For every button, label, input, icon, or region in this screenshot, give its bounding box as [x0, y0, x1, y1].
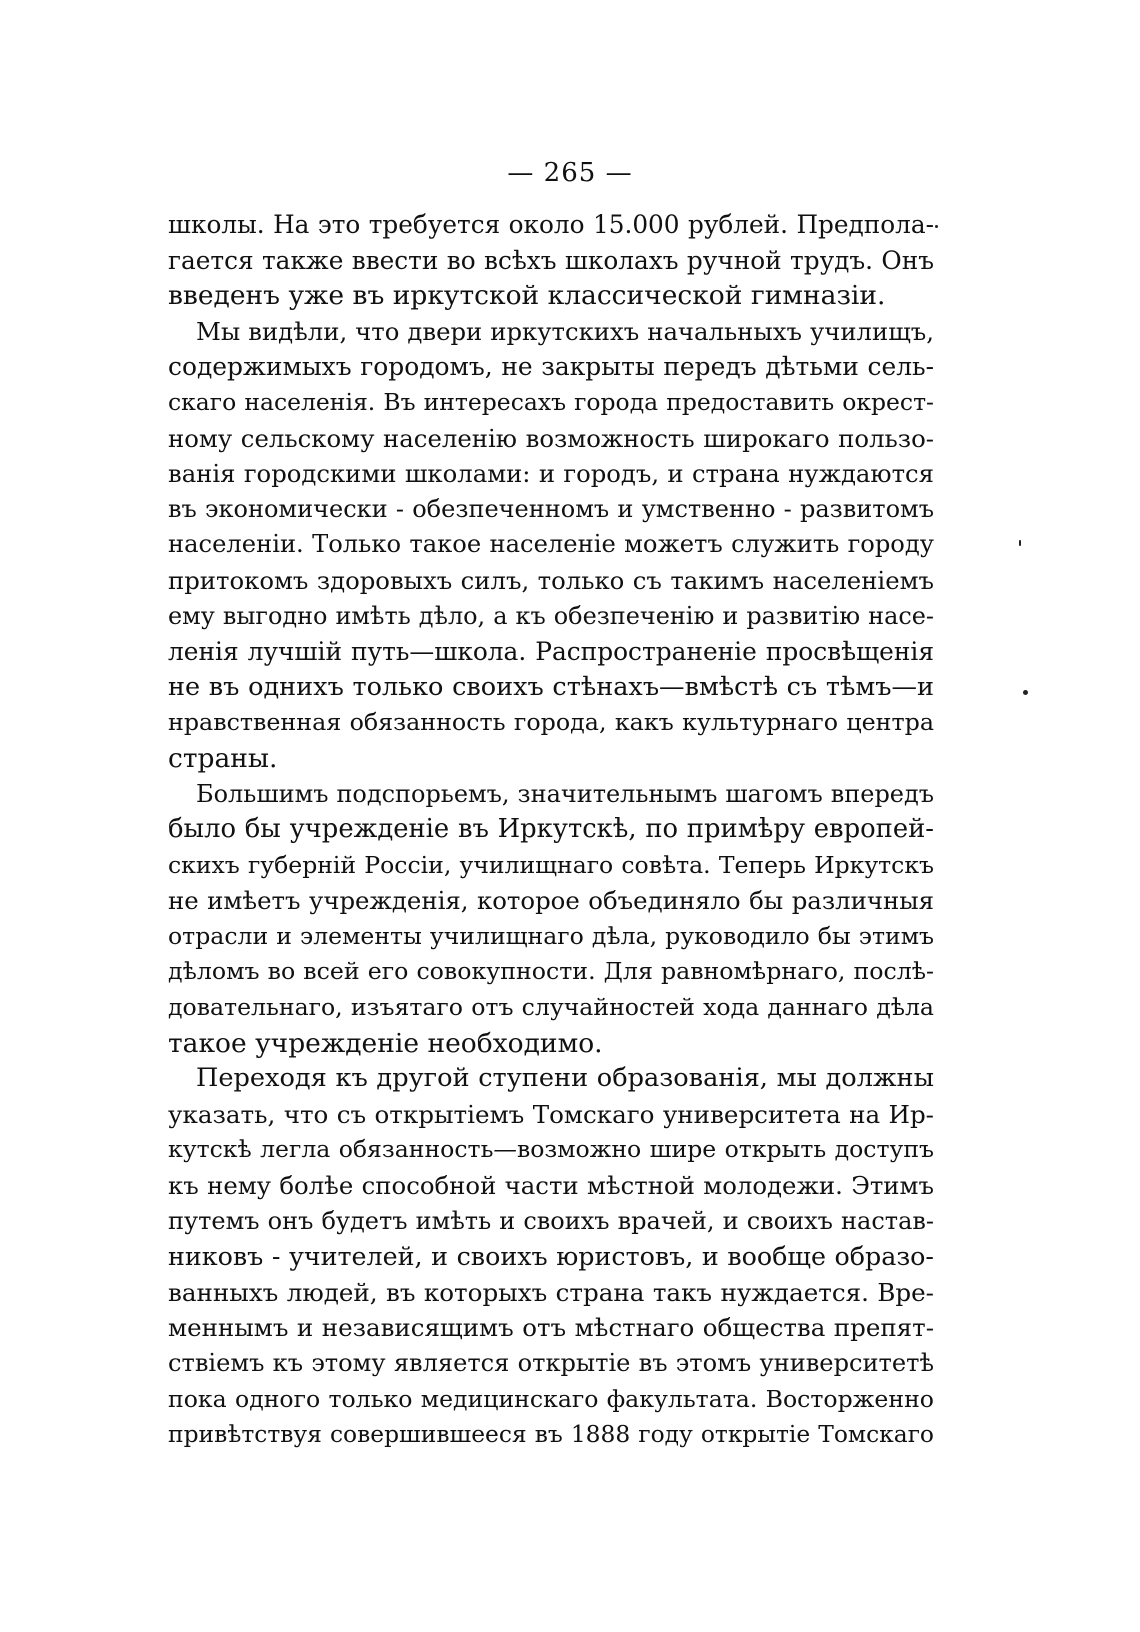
scan-speck — [1019, 540, 1021, 546]
text-line: въ экономически - обезпеченномъ и умственно - развитомъ — [168, 494, 934, 523]
text-line: Большимъ подспорьемъ, значительнымъ шагомъ впередъ — [196, 779, 934, 808]
paragraph — [168, 777, 934, 1062]
text-line: привѣтствуя совершившееся въ 1888 году открытіе Томскаго — [168, 1420, 934, 1449]
text-line: меннымъ и независящимъ отъ мѣстнаго общества препят- — [168, 1313, 934, 1343]
scan-speck — [935, 225, 938, 228]
body-text — [168, 207, 934, 1453]
text-line: нравственная обязанность города, какъ культурнаго центра — [168, 708, 934, 737]
text-line: никовъ - учителей, и своихъ юристовъ, и вообще образо- — [168, 1241, 934, 1272]
paragraph — [168, 314, 934, 777]
text-line: Мы видѣли, что двери иркутскихъ начальныхъ училищъ, — [196, 316, 934, 346]
text-line: ствіемъ къ этому является открытіе въ этомъ университетѣ — [168, 1349, 934, 1377]
text-line: населеніи. Только такое населеніе можетъ служить городу — [168, 530, 934, 559]
text-line: довательнаго, изъятаго отъ случайностей хода даннаго дѣла — [168, 993, 934, 1022]
text-line: такое учрежденіе необходимо. — [168, 1027, 603, 1059]
text-line: ванныхъ людей, въ которыхъ страна такъ нуждается. Вре- — [168, 1277, 934, 1307]
text-line: къ нему болѣе способной части мѣстной молодежи. Этимъ — [168, 1171, 934, 1201]
text-line: содержимыхъ городомъ, не закрыты передъ дѣтьми сель- — [168, 352, 934, 382]
page-number: — 265 — — [507, 158, 633, 188]
text-line: ленія лучшій путь—школа. Распространеніе просвѣщенія — [168, 637, 934, 667]
paragraph — [168, 207, 934, 314]
text-line: дѣломъ во всей его совокупности. Для равномѣрнаго, послѣ- — [168, 957, 934, 986]
text-line: было бы учрежденіе въ Иркутскѣ, по примѣру европей- — [168, 814, 934, 845]
text-line: путемъ онъ будетъ имѣть и своихъ врачей, и своихъ настав- — [168, 1206, 934, 1235]
text-line: ному сельскому населенію возможность широкаго пользо- — [168, 423, 934, 453]
text-line: ванія городскими школами: и городъ, и страна нуждаются — [168, 459, 934, 489]
text-line: скихъ губерній Россіи, училищнаго совѣта. Теперь Иркутскъ — [168, 850, 934, 879]
paragraph — [168, 1061, 934, 1453]
text-line: не въ однихъ только своихъ стѣнахъ—вмѣстѣ съ тѣмъ—и — [168, 671, 934, 702]
text-line: страны. — [168, 742, 278, 774]
text-line: скаго населенія. Въ интересахъ города предоставить окрест- — [168, 387, 934, 416]
text-line: школы. На это требуется около 15.000 рублей. Предпола- — [168, 210, 934, 239]
text-line: не имѣетъ учрежденія, которое объединяло бы различныя — [168, 886, 934, 916]
text-line: кутскѣ легла обязанность—возможно шире открыть доступъ — [168, 1135, 934, 1164]
text-line: Переходя къ другой ступени образованія, мы должны — [196, 1063, 934, 1094]
text-line: отрасли и элементы училищнаго дѣла, руководило бы этимъ — [168, 921, 934, 950]
text-line: введенъ уже въ иркутской классической гимназіи. — [168, 280, 886, 312]
text-line: ему выгодно имѣть дѣло, а къ обезпеченію и развитію насе- — [168, 601, 934, 630]
text-line: пока одного только медицинскаго факультата. Восторженно — [168, 1384, 934, 1413]
text-line: притокомъ здоровыхъ силъ, только съ такимъ населеніемъ — [168, 565, 934, 595]
text-line: указать, что съ открытіемъ Томскаго университета на Ир- — [168, 1099, 934, 1129]
text-line: гается также ввести во всѣхъ школахъ ручной трудъ. Онъ — [168, 245, 934, 275]
scan-speck — [1023, 690, 1028, 695]
